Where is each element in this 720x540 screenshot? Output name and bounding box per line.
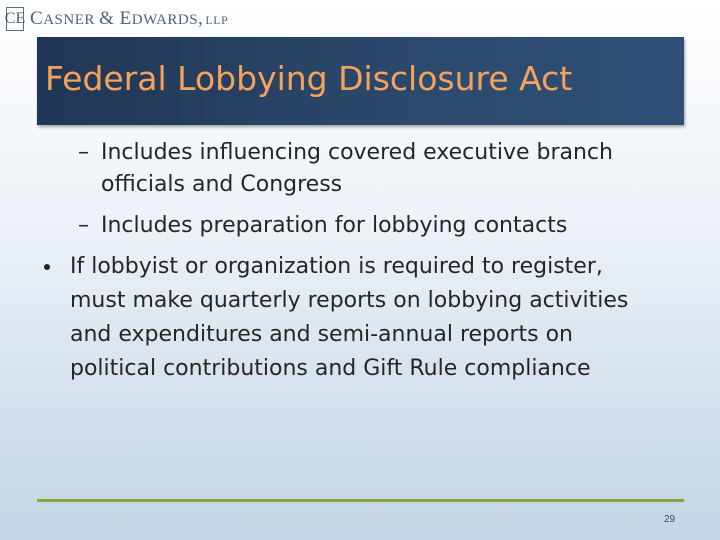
- firm-suffix: LLP: [205, 13, 229, 27]
- firm-name-part-dwards: DWARDS: [131, 12, 199, 28]
- slide-title: Federal Lobbying Disclosure Act: [45, 59, 573, 98]
- sub-item-2-marker: –: [78, 213, 89, 238]
- page-number: 29: [664, 514, 676, 525]
- sub-item-1-line-2: officials and Congress: [101, 172, 343, 197]
- firm-name: [30, 8, 228, 30]
- title-bar: [37, 37, 684, 125]
- firm-name-part-asner: ASNER: [43, 12, 100, 28]
- firm-monogram-icon: CE: [6, 7, 24, 31]
- sub-item-1-marker: –: [78, 140, 89, 165]
- firm-logo: [6, 6, 228, 32]
- sub-item-2-line-1: Includes preparation for lobbying contacts: [101, 213, 568, 238]
- bullet-item-line-3: and expenditures and semi-annual reports on: [70, 322, 574, 347]
- footer-rule: [37, 499, 684, 502]
- firm-name-comma: ,: [198, 8, 204, 29]
- bullet-item-line-4: political contributions and Gift Rule compliance: [70, 356, 591, 381]
- firm-name-initial-c: C: [30, 8, 44, 29]
- bullet-item-line-2: must make quarterly reports on lobbying activities: [70, 288, 629, 313]
- firm-name-part-ampersand: & E: [99, 8, 132, 29]
- bullet-item-line-1: If lobbyist or organization is required to register,: [70, 254, 603, 279]
- sub-item-1-line-1: Includes influencing covered executive branch: [101, 140, 613, 165]
- bullet-item-marker: [44, 264, 50, 270]
